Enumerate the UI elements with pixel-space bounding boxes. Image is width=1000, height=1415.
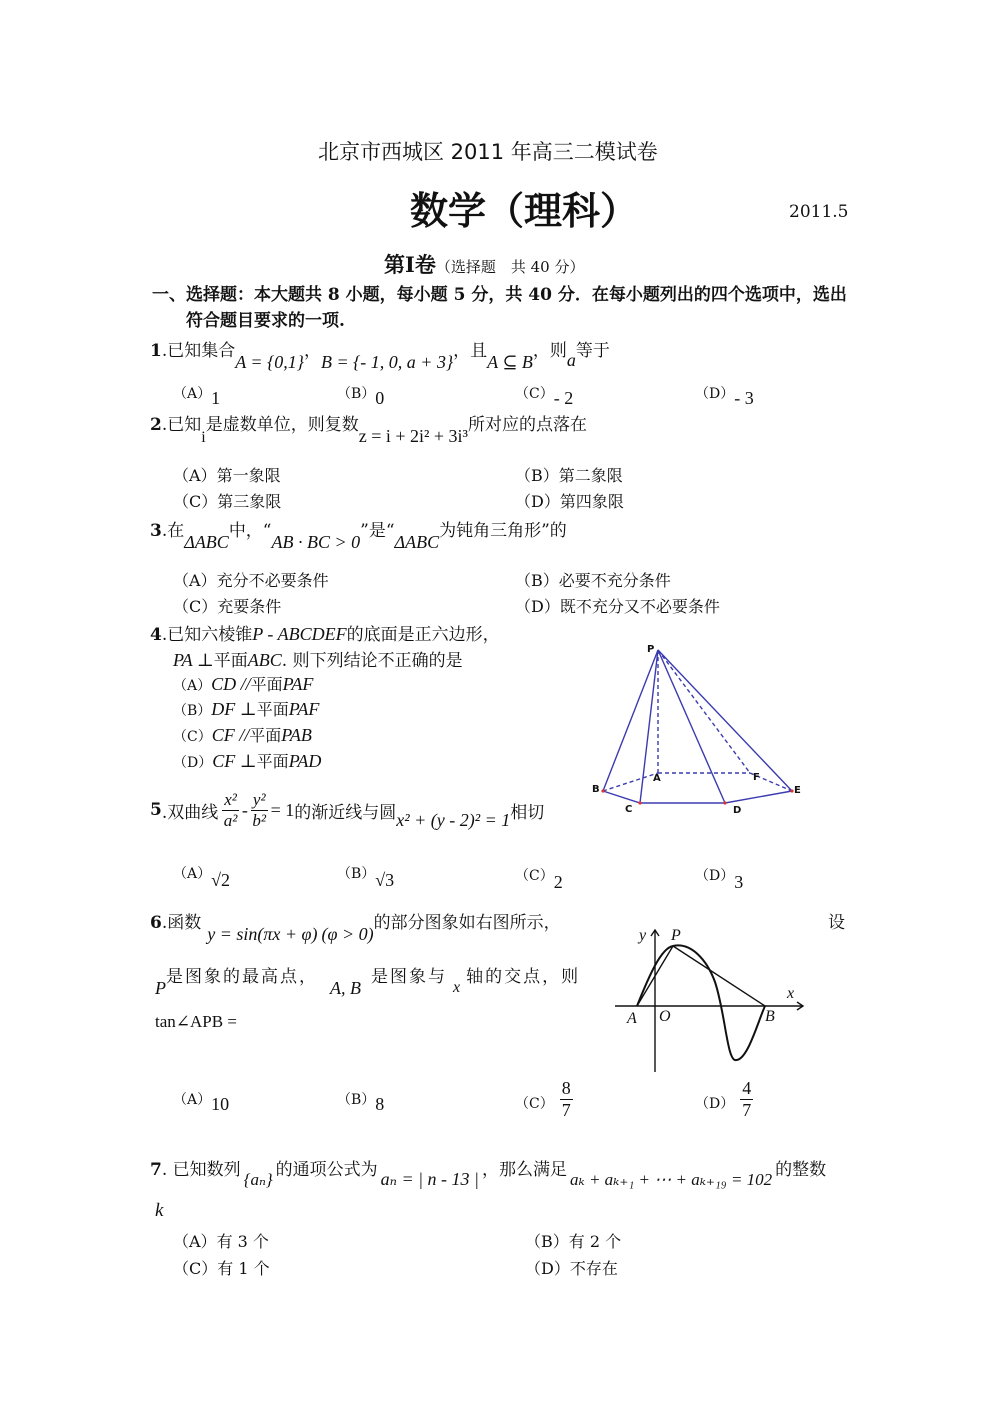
q3-option-a-value: 充分不必要条件 xyxy=(216,571,329,590)
q4-plane-abc: ABC xyxy=(247,650,282,670)
q1-tail: 等于 xyxy=(575,341,610,361)
q7-option-c-label: （C） xyxy=(173,1259,218,1278)
q4-option-d xyxy=(173,749,321,772)
q1-option-b-label: （B） xyxy=(337,386,376,402)
q1-option-d-value: - 3 xyxy=(734,388,754,408)
edge-de xyxy=(725,791,792,803)
q2-stem-a: .已知 xyxy=(161,415,202,435)
q6-number: 6 xyxy=(150,913,162,933)
q2-option-a-value: 第一象限 xyxy=(216,466,281,485)
section-title: 第Ⅰ卷 xyxy=(384,252,436,277)
q2-option-b-value: 第二象限 xyxy=(558,466,623,485)
q4-option-c-label: （C） xyxy=(173,729,212,745)
q5-option-c-label: （C） xyxy=(515,868,554,884)
label-b: B xyxy=(592,784,600,795)
q7-stem-b: 的通项公式为 xyxy=(275,1160,378,1180)
q5-option-b-label: （B） xyxy=(337,866,376,882)
q3-option-a-label: （A） xyxy=(173,571,217,590)
q4-option-a xyxy=(173,672,313,695)
q7-option-c-value: 有 1 个 xyxy=(217,1259,270,1278)
q4-option-d-w: 平面 xyxy=(256,752,289,771)
q1-set-b: B = {- 1, 0, a + 3} xyxy=(320,352,454,372)
q6-option-b xyxy=(337,1088,385,1114)
q4-option-d-m1: CF ⊥ xyxy=(212,751,257,771)
q7-stem xyxy=(150,1155,827,1189)
q5-eq: = 1 xyxy=(270,799,295,820)
q4-option-c-m2: PAB xyxy=(281,725,312,745)
q6-x: x xyxy=(453,979,461,996)
q3-option-d-value: 既不充分又不必要条件 xyxy=(559,597,720,616)
q6-option-b-value: 8 xyxy=(375,1094,385,1114)
q6-line2-b: 是图象与 xyxy=(371,967,447,987)
q4-option-a-w: 平面 xyxy=(250,675,283,694)
q1-sep: ， xyxy=(303,341,321,361)
q1-option-d-label: （D） xyxy=(695,386,735,402)
q1-option-c xyxy=(515,382,574,408)
q5-number: 5 xyxy=(150,800,162,821)
q1-option-c-value: - 2 xyxy=(553,388,574,408)
q3-vector-expr: AB · BC > 0 xyxy=(271,532,361,552)
q6-option-d-frac xyxy=(740,1078,753,1120)
section-note: （选择题 共 40 分） xyxy=(435,258,585,276)
q3-option-d xyxy=(515,594,720,617)
q7-option-a-label: （A） xyxy=(173,1232,217,1251)
vertex-b xyxy=(601,789,604,792)
q4-line2-tail: . 则下列结论不正确的是 xyxy=(281,651,463,671)
q7-formula: aₙ = | n - 13 | xyxy=(380,1169,479,1189)
q6-p: P xyxy=(155,978,166,998)
q1-option-a-value: 1 xyxy=(211,388,221,408)
q5-option-b-value: √3 xyxy=(375,870,395,890)
label-e: E xyxy=(794,785,801,796)
q5-option-d-value: 3 xyxy=(734,872,744,892)
q2-option-d-value: 第四象限 xyxy=(559,492,624,511)
q6-function: y = sin(πx + φ) xyxy=(207,924,318,944)
q3-option-c xyxy=(173,594,281,617)
q2-option-a-label: （A） xyxy=(173,466,217,485)
q6-stem-b: 的部分图象如右图所示， xyxy=(373,913,561,933)
q3-option-b-label: （B） xyxy=(515,571,559,590)
q7-option-d-value: 不存在 xyxy=(569,1259,618,1278)
section-heading xyxy=(384,249,584,279)
vertex-d xyxy=(723,801,726,804)
q4-option-c xyxy=(173,723,312,746)
q2-stem xyxy=(150,410,587,446)
q5-option-a xyxy=(173,862,231,890)
q2-number: 2 xyxy=(150,415,162,435)
q5-option-b xyxy=(337,862,395,890)
q4-pyramid: P - ABCDEF xyxy=(252,624,347,644)
q5-tail: 相切 xyxy=(510,802,545,823)
q7-sequence: {aₙ} xyxy=(243,1170,273,1189)
q6-option-a-label: （A） xyxy=(173,1092,212,1108)
q3-option-c-value: 充要条件 xyxy=(217,597,282,616)
label-a: A xyxy=(653,773,661,784)
q2-tail: 所对应的点落在 xyxy=(467,415,587,435)
q4-option-c-w: 平面 xyxy=(249,726,282,745)
q6-stem xyxy=(150,908,561,944)
edge-pe xyxy=(658,650,792,791)
q5-option-a-value: √2 xyxy=(211,870,231,890)
q5-option-c xyxy=(515,864,563,892)
q2-option-a xyxy=(173,463,281,486)
q7-sum: aₖ + aₖ₊₁ + ⋯ + aₖ₊₁₉ = 102 xyxy=(570,1170,773,1189)
q4-option-c-m1: CF // xyxy=(211,725,250,745)
q4-option-b-label: （B） xyxy=(173,703,212,719)
instructions-line-1: 一、选择题：本大题共 8 小题，每小题 5 分，共 40 分．在每小题列出的四个选项中，选出 xyxy=(152,285,847,305)
q7-option-b-value: 有 2 个 xyxy=(568,1232,622,1251)
q4-option-a-label: （A） xyxy=(173,678,212,694)
instructions-line-2: 符合题目要求的一项. xyxy=(186,311,345,331)
q4-stem-b: 的底面是正六边形， xyxy=(346,625,500,645)
q5-frac-x-den: a² xyxy=(223,810,238,830)
q6-option-d-den: 7 xyxy=(742,1099,752,1120)
q5-frac-x-num: x² xyxy=(224,790,237,809)
graph-label-x: x xyxy=(787,985,795,1002)
q2-option-b xyxy=(515,463,623,486)
q5-stem-b: 的渐近线与圆 xyxy=(294,802,397,823)
q3-stem-c: ”是“ xyxy=(360,521,395,541)
q6-ab: A, B xyxy=(330,978,361,998)
q6-tan-expr: tan∠APB = xyxy=(155,1012,237,1031)
q5-circle: x² + (y - 2)² = 1 xyxy=(396,809,511,830)
q6-option-d-label: （D） xyxy=(695,1096,735,1113)
q1-number: 1 xyxy=(150,341,162,361)
exam-date: 2011.5 xyxy=(789,202,849,222)
q2-option-c-value: 第三象限 xyxy=(217,492,282,511)
vertex-c xyxy=(638,801,641,804)
q4-stem-line2 xyxy=(173,646,463,671)
q4-option-a-m1: CD // xyxy=(211,674,251,694)
q4-option-b-m1: DF ⊥ xyxy=(211,699,257,719)
q5-minus: - xyxy=(241,799,248,820)
q6-she: 设 xyxy=(828,913,845,933)
q7-option-d xyxy=(525,1256,618,1279)
label-p: P xyxy=(647,644,655,655)
q6-option-d-num: 4 xyxy=(742,1078,752,1098)
graph-label-b: B xyxy=(765,1008,775,1025)
q4-option-d-label: （D） xyxy=(173,755,213,771)
q3-number: 3 xyxy=(150,521,162,541)
q4-option-b-m2: PAF xyxy=(288,699,320,719)
q4-number: 4 xyxy=(150,625,162,645)
q4-stem xyxy=(150,620,500,645)
sine-curve xyxy=(637,945,765,1060)
q4-perp: PA ⊥ xyxy=(173,650,214,670)
q3-option-c-label: （C） xyxy=(173,597,218,616)
q5-frac-y-den: b² xyxy=(252,810,267,830)
q5-frac-y xyxy=(251,790,268,830)
q1-option-a-label: （A） xyxy=(173,386,212,402)
q6-option-c xyxy=(515,1078,573,1120)
graph-label-y: y xyxy=(639,927,647,944)
q3-option-a xyxy=(173,568,329,591)
q7-option-c xyxy=(173,1256,270,1279)
graph-label-p: P xyxy=(671,927,681,944)
q2-option-d xyxy=(515,489,624,512)
q1-option-b-value: 0 xyxy=(375,388,385,408)
q1-option-a xyxy=(173,382,221,408)
q6-option-c-num: 8 xyxy=(561,1078,571,1098)
q3-stem-a: .在 xyxy=(161,521,185,541)
q2-option-d-label: （D） xyxy=(515,492,560,511)
q1-subset: A ⊆ B xyxy=(487,352,533,372)
q1-sep3: ，则 xyxy=(532,341,567,361)
label-f: F xyxy=(753,772,760,783)
q1-option-d xyxy=(695,382,754,408)
q5-option-d xyxy=(695,864,744,892)
q6-option-d xyxy=(695,1078,753,1120)
q5-stem xyxy=(150,790,544,830)
q5-option-c-value: 2 xyxy=(553,872,563,892)
q6-option-a xyxy=(173,1088,230,1114)
q5-frac-y-num: y² xyxy=(252,790,266,809)
q2-option-c xyxy=(173,489,281,512)
q3-stem xyxy=(150,516,567,552)
q3-option-b-value: 必要不充分条件 xyxy=(558,571,671,590)
q1-sep2: ，且 xyxy=(453,341,488,361)
q5-option-a-label: （A） xyxy=(173,866,212,882)
q1-option-c-label: （C） xyxy=(515,386,554,402)
q6-option-b-label: （B） xyxy=(337,1092,376,1108)
edge-pd xyxy=(658,650,725,803)
q3-triangle: ΔABC xyxy=(184,532,229,552)
subject-title: 数学（理科） xyxy=(410,189,639,233)
exam-title: 北京市西城区 2011 年高三二模试卷 xyxy=(318,140,658,164)
q1-option-b xyxy=(337,382,385,408)
q2-option-c-label: （C） xyxy=(173,492,218,511)
q3-tail: 为钝角三角形”的 xyxy=(439,521,567,541)
q3-option-b xyxy=(515,568,671,591)
q3-stem-b: 中，“ xyxy=(228,521,272,541)
q1-var: a xyxy=(566,350,576,370)
q7-option-d-label: （D） xyxy=(525,1259,570,1278)
q6-stem-line2 xyxy=(155,962,581,998)
q2-i: i xyxy=(201,429,206,446)
edge-ba xyxy=(603,773,658,791)
q1-set-a: A = {0,1} xyxy=(235,352,304,372)
q6-condition: (φ > 0) xyxy=(321,924,374,944)
q1-stem-text: .已知集合 xyxy=(161,341,236,361)
label-d: D xyxy=(733,805,742,816)
q4-option-a-m2: PAF xyxy=(282,674,314,694)
q7-option-b xyxy=(525,1229,621,1252)
q2-option-b-label: （B） xyxy=(515,466,559,485)
edge-bc xyxy=(603,791,640,803)
q4-stem-a: .已知六棱锥 xyxy=(161,625,253,645)
q4-option-b-w: 平面 xyxy=(256,700,289,719)
q6-option-c-den: 7 xyxy=(561,1099,571,1120)
q7-k: k xyxy=(155,1200,164,1221)
q6-option-a-value: 10 xyxy=(211,1094,230,1114)
graph-label-a: A xyxy=(627,1010,637,1027)
q3-triangle-2: ΔABC xyxy=(394,532,440,552)
q5-frac-x xyxy=(222,790,239,830)
graph-label-o: O xyxy=(659,1008,671,1025)
q6-option-c-label: （C） xyxy=(515,1096,554,1113)
q4-pyramid-figure xyxy=(585,640,815,820)
label-c: C xyxy=(625,804,633,815)
q7-number: 7 xyxy=(150,1160,162,1180)
q6-sine-graph xyxy=(615,920,815,1080)
q5-stem-a: .双曲线 xyxy=(161,802,219,823)
q2-stem-b: 是虚数单位，则复数 xyxy=(205,415,359,435)
q6-line2-a: 是图象的最高点， xyxy=(166,967,318,987)
q1-stem xyxy=(150,336,610,372)
q3-option-d-label: （D） xyxy=(515,597,560,616)
q2-expr: z = i + 2i² + 3i³ xyxy=(358,426,468,446)
q7-option-a-value: 有 3 个 xyxy=(216,1232,269,1251)
q7-stem-a: . 已知数列 xyxy=(161,1160,241,1180)
q7-option-b-label: （B） xyxy=(525,1232,569,1251)
q6-stem-a: .函数 xyxy=(161,913,202,933)
q4-option-d-m2: PAD xyxy=(288,751,322,771)
q4-plane-word: 平面 xyxy=(213,651,248,671)
q4-option-b xyxy=(173,697,319,720)
q6-line2-c: 轴的交点，则 xyxy=(466,967,581,987)
q6-option-c-frac xyxy=(560,1078,573,1120)
q7-stem-c: ，那么满足 xyxy=(482,1160,567,1180)
q7-tail: 的整数 xyxy=(775,1160,827,1180)
q7-option-a xyxy=(173,1229,269,1252)
q5-option-d-label: （D） xyxy=(695,868,735,884)
